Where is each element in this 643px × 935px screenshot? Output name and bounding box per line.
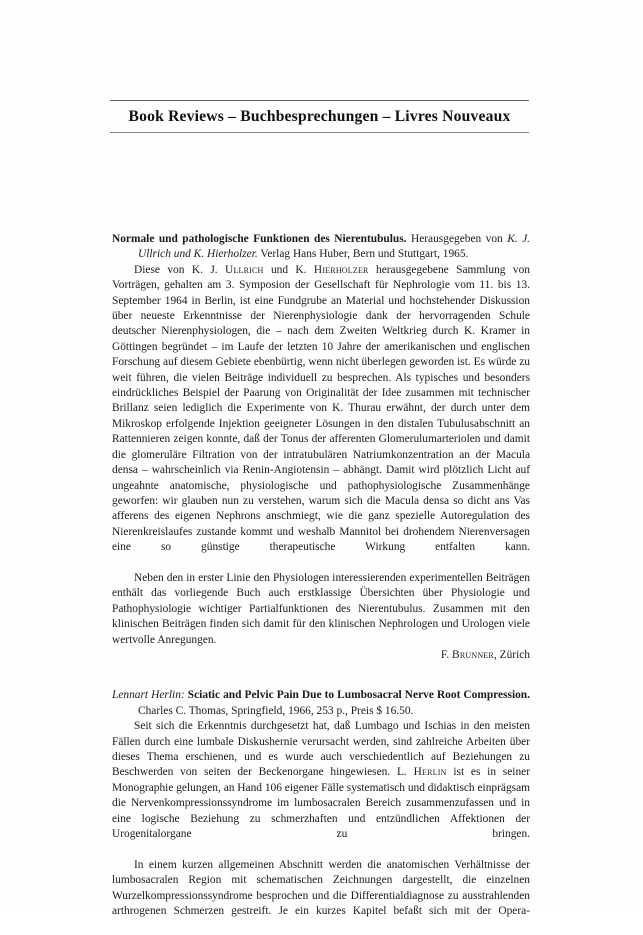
bibliographic-reference [112,688,530,719]
reference-imprint: Charles C. Thomas, Springfield, 1966, 253 p., Preis $ 16.50. [138,704,414,717]
book-review-entry [112,688,530,935]
reference-title: Normale und pathologische Funktionen des Nierentubulus. [112,233,407,245]
reviewer-signature: F. Brunner, Zürich [440,648,530,661]
book-review-entry [112,232,530,663]
person-name: Hierholzer [313,263,369,276]
review-paragraph: Neben den in erster Linie den Physiologen interessierenden experimentellen Beiträgen enthält das vorliegende Buch auch erstklassige Übersichten über Physiologie und Pathophysiologie wichtiger Partialfunktionen des Nierentubulus. Zusammen mit den klinischen Beiträgen finden sich damit für den klinischen Nephrologen und Urologen viele wertvolle Anregungen. [112,571,530,646]
reference-author: Lennart Herlin: [112,689,185,702]
running-head [110,100,529,133]
reference-imprint: Verlag Hans Huber, Bern und Stuttgart, 1965. [260,248,469,261]
header-rule-top [110,100,529,101]
header-rule-bottom [110,132,529,133]
text-column [112,232,530,935]
page-title: Book Reviews – Buchbesprechungen – Livres Nouveaux [128,108,511,125]
review-paragraph: Diese von K. J. Ullrich und K. Hierholzer herausgegebene Sammlung von Vorträgen, gehalten am 3. Symposion der Gesellschaft für Nephrologie vom 11. bis 13. September 1964 in Berlin, ist eine Fundgrube an Material und hochstehender Diskussion über neueste Erkenntnisse der Nierenphysiologie dank der hervorragenden Schule deutscher Nierenphysiologen, die – nach dem Zweiten Weltkrieg durch K. Kramer in Göttingen begründet – im Laufe der letzten 10 Jahre der amerikanischen und englischen Forschung auf diesem Gebiete ebenbürtig, wenn nicht überlegen geworden ist. Es würde zu weit führen, die vielen Beiträge individuell zu besprechen. Als typisches und besonders eindrückliches Beispiel der Paarung von Originalität der Idee zusammen mit technischer Brillanz seien lediglich die Experimente von K. Thurau erwähnt, der durch unter dem Mikroskop erfolgende Injektion geeigneter Lösungen in den distalen Tubulusabschnitt an Rattennieren zeigen konnte, daß der Tonus der afferenten Glomerulumarteriolen und damit die glomeruläre Filtration von der intratubulären Natriumkonzentration an der Macula densa – wahrscheinlich via Renin-Angiotensin – abhängt. Damit wird plötzlich Licht auf ungeahnte anatomische, physiologische und pathophysiologische Zusammenhänge geworfen: wir glauben nun zu verstehen, warum sich die Macula densa so dicht ans Vas afferens des eigenen Nephrons anschmiegt, wie die ganz spezielle Autoregulation des Nierenkreislaufes zustande kommt und weshalb Mannitol bei drohendem Nierenversagen eine so günstige therapeutische Wirkung entfalten kann. [112,263,530,554]
reference-editor-intro: Herausgegeben von [410,233,503,245]
reference-editors: K. J. Ullrich und K. Hierholzer. [138,233,530,261]
person-name: Brunner [452,648,494,661]
person-name: Ullrich [225,263,264,276]
review-paragraph: Seit sich die Erkenntnis durchgesetzt hat, daß Lumbago und Ischias in den meisten Fällen durch eine lumbale Diskushernie verursacht werden, sind zahlreiche Arbeiten über dieses Thema erschienen, und es wurde auch verschiedentlich auf Beziehungen zu Beschwerden von seiten der Beckenorgane hingewiesen. L. Herlin ist es in seiner Monographie gelungen, an Hand 106 eigener Fälle systematisch und didaktisch einprägsam die Nervenkompressionssyndrome im lumbosacralen Bereich zusammenzufassen und in eine logische Beziehung zu schmerzhaften und entzündlichen Affektionen der Urogenitalorgane zu bringen. [112,720,530,841]
reference-title: Sciatic and Pelvic Pain Due to Lumbosacral Nerve Root Compression. [187,689,530,702]
reviewer-signature-line [112,648,530,663]
review-paragraph: In einem kurzen allgemeinen Abschnitt werden die anatomischen Verhältnisse der lumbosacralen Region mit schematischen Zeichnungen dargestellt, die einzelnen Wurzelkompressionssyndrome besprochen und die Differentialdiagnose zu ausstrahlenden arthrogenen Schmerzen gestreift. Je ein kurzes Kapitel befaßt sich mit der Opera- [112,858,530,918]
person-name: Herlin [413,766,447,779]
bibliographic-reference [112,232,530,263]
